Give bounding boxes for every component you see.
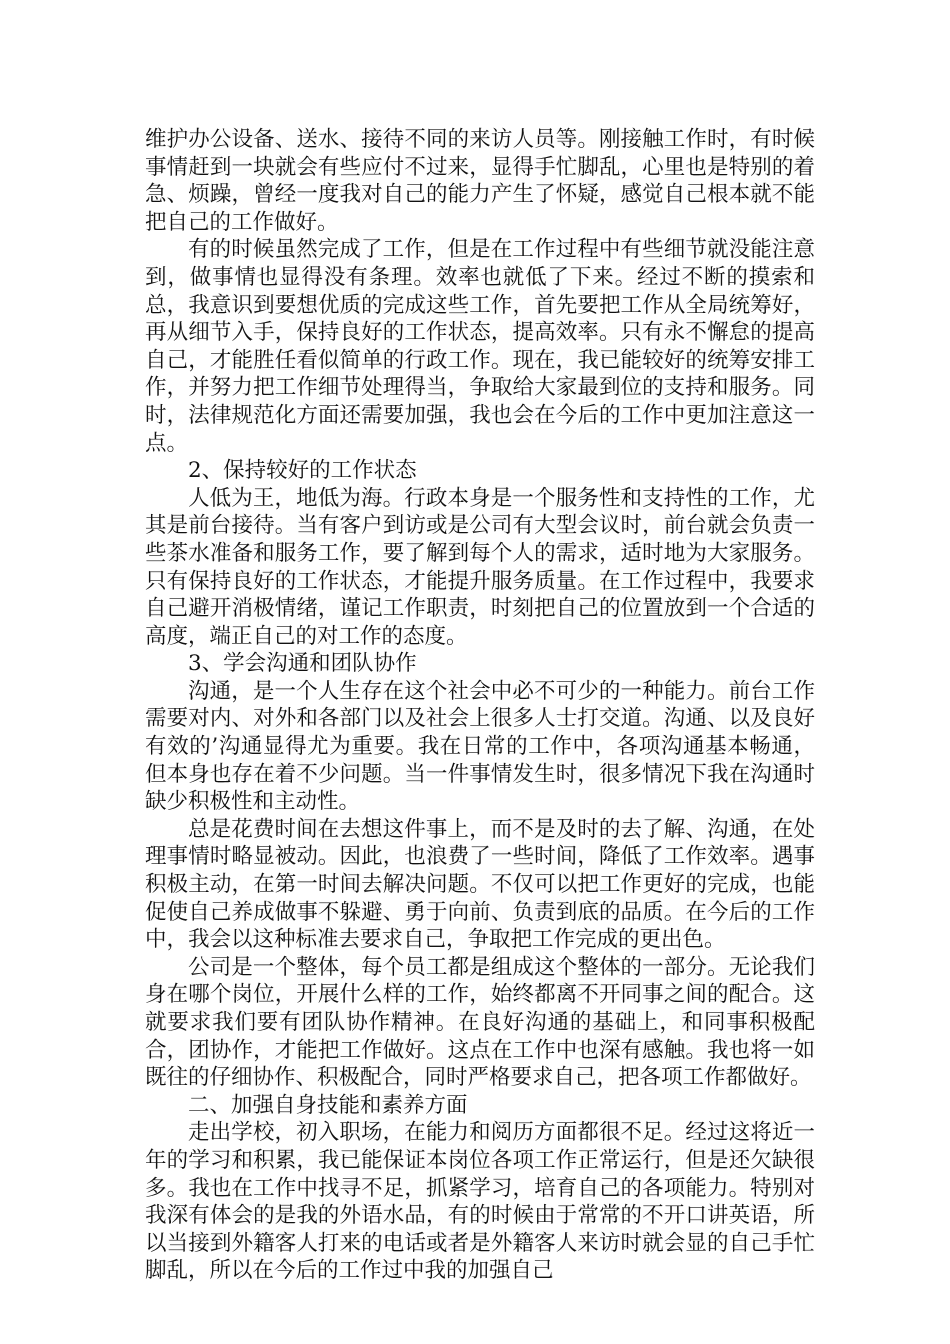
paragraph-7: 走出学校，初入职场，在能力和阅历方面都很不足。经过这将近一年的学习和积累，我已能保证本岗位各项工作正常运行，但是还欠缺很多。我也在工作中找寻不足，抓紧学习，培育自己的各项能力。特别对我深有体会的是我的外语水品，有的时候由于常常的不开口讲英语，所以当接到外籍客人打来的电话或者是外籍客人来访时就会显的自己手忙脚乱，所以在今后的工作过中我的加强自己 [145, 1120, 815, 1284]
paragraph-5: 总是花费时间在去想这件事上，而不是及时的去了解、沟通，在处理事情时略显被动。因此，也浪费了一些时间，降低了工作效率。遇事积极主动，在第一时间去解决问题。不仅可以把工作更好的完成，也能促使自己养成做事不躲避、勇于向前、负责到底的品质。在今后的工作中，我会以这种标准去要求自己，争取把工作完成的更出色。 [145, 816, 815, 953]
section-heading-work-state: 2、保持较好的工作状态 [188, 458, 417, 484]
paragraph-2: 有的时候虽然完成了工作，但是在工作过程中有些细节就没能注意到，做事情也显得没有条理。效率也就低了下来。经过不断的摸索和总，我意识到要想优质的完成这些工作，首先要把工作从全局统筹好，再从细节入手，保持良好的工作状态，提高效率。只有永不懈怠的提高自己，才能胜任看似简单的行政工作。现在，我已能较好的统筹安排工作，并努力把工作细节处理得当，争取给大家最到位的支持和服务。同时，法律规范化方面还需要加强，我也会在今后的工作中更加注意这一点。 [145, 237, 815, 456]
paragraph-3: 人低为王，地低为海。行政本身是一个服务性和支持性的工作，尤其是前台接待。当有客户到访或是公司有大型会议时，前台就会负责一些茶水准备和服务工作，要了解到每个人的需求，适时地为大家服务。只有保持良好的工作状态，才能提升服务质量。在工作过程中，我要求自己避开消极情绪，谨记工作职责，时刻把自己的位置放到一个合适的高度，端正自己的对工作的态度。 [145, 485, 815, 649]
paragraph-4: 沟通，是一个人生存在这个社会中必不可少的一种能力。前台工作需要对内、对外和各部门以及社会上很多人士打交道。沟通、以及良好有效的’沟通显得尤为重要。我在日常的工作中，各项沟通基本畅通，但本身也存在着不少问题。当一件事情发生时，很多情况下我在沟通时缺少积极性和主动性。 [145, 678, 815, 815]
section-heading-skills: 二、加强自身技能和素养方面 [188, 1092, 468, 1118]
section-heading-communication: 3、学会沟通和团队协作 [188, 651, 417, 677]
paragraph-1: 维护办公设备、送水、接待不同的来访人员等。刚接触工作时，有时候事情赶到一块就会有些应付不过来，显得手忙脚乱，心里也是特别的着急、烦躁，曾经一度我对自己的能力产生了怀疑，感觉自己根本就不能把自己的工作做好。 [145, 127, 815, 235]
paragraph-6: 公司是一个整体，每个员工都是组成这个整体的一部分。无论我们身在哪个岗位，开展什么样的工作，始终都离不开同事之间的配合。这就要求我们要有团队协作精神。在良好沟通的基础上，和同事积极配合，团协作，才能把工作做好。这点在工作中也深有感触。我也将一如既往的仔细协作、积极配合，同时严格要求自己，把各项工作都做好。 [145, 954, 815, 1091]
document-body [145, 126, 815, 1285]
